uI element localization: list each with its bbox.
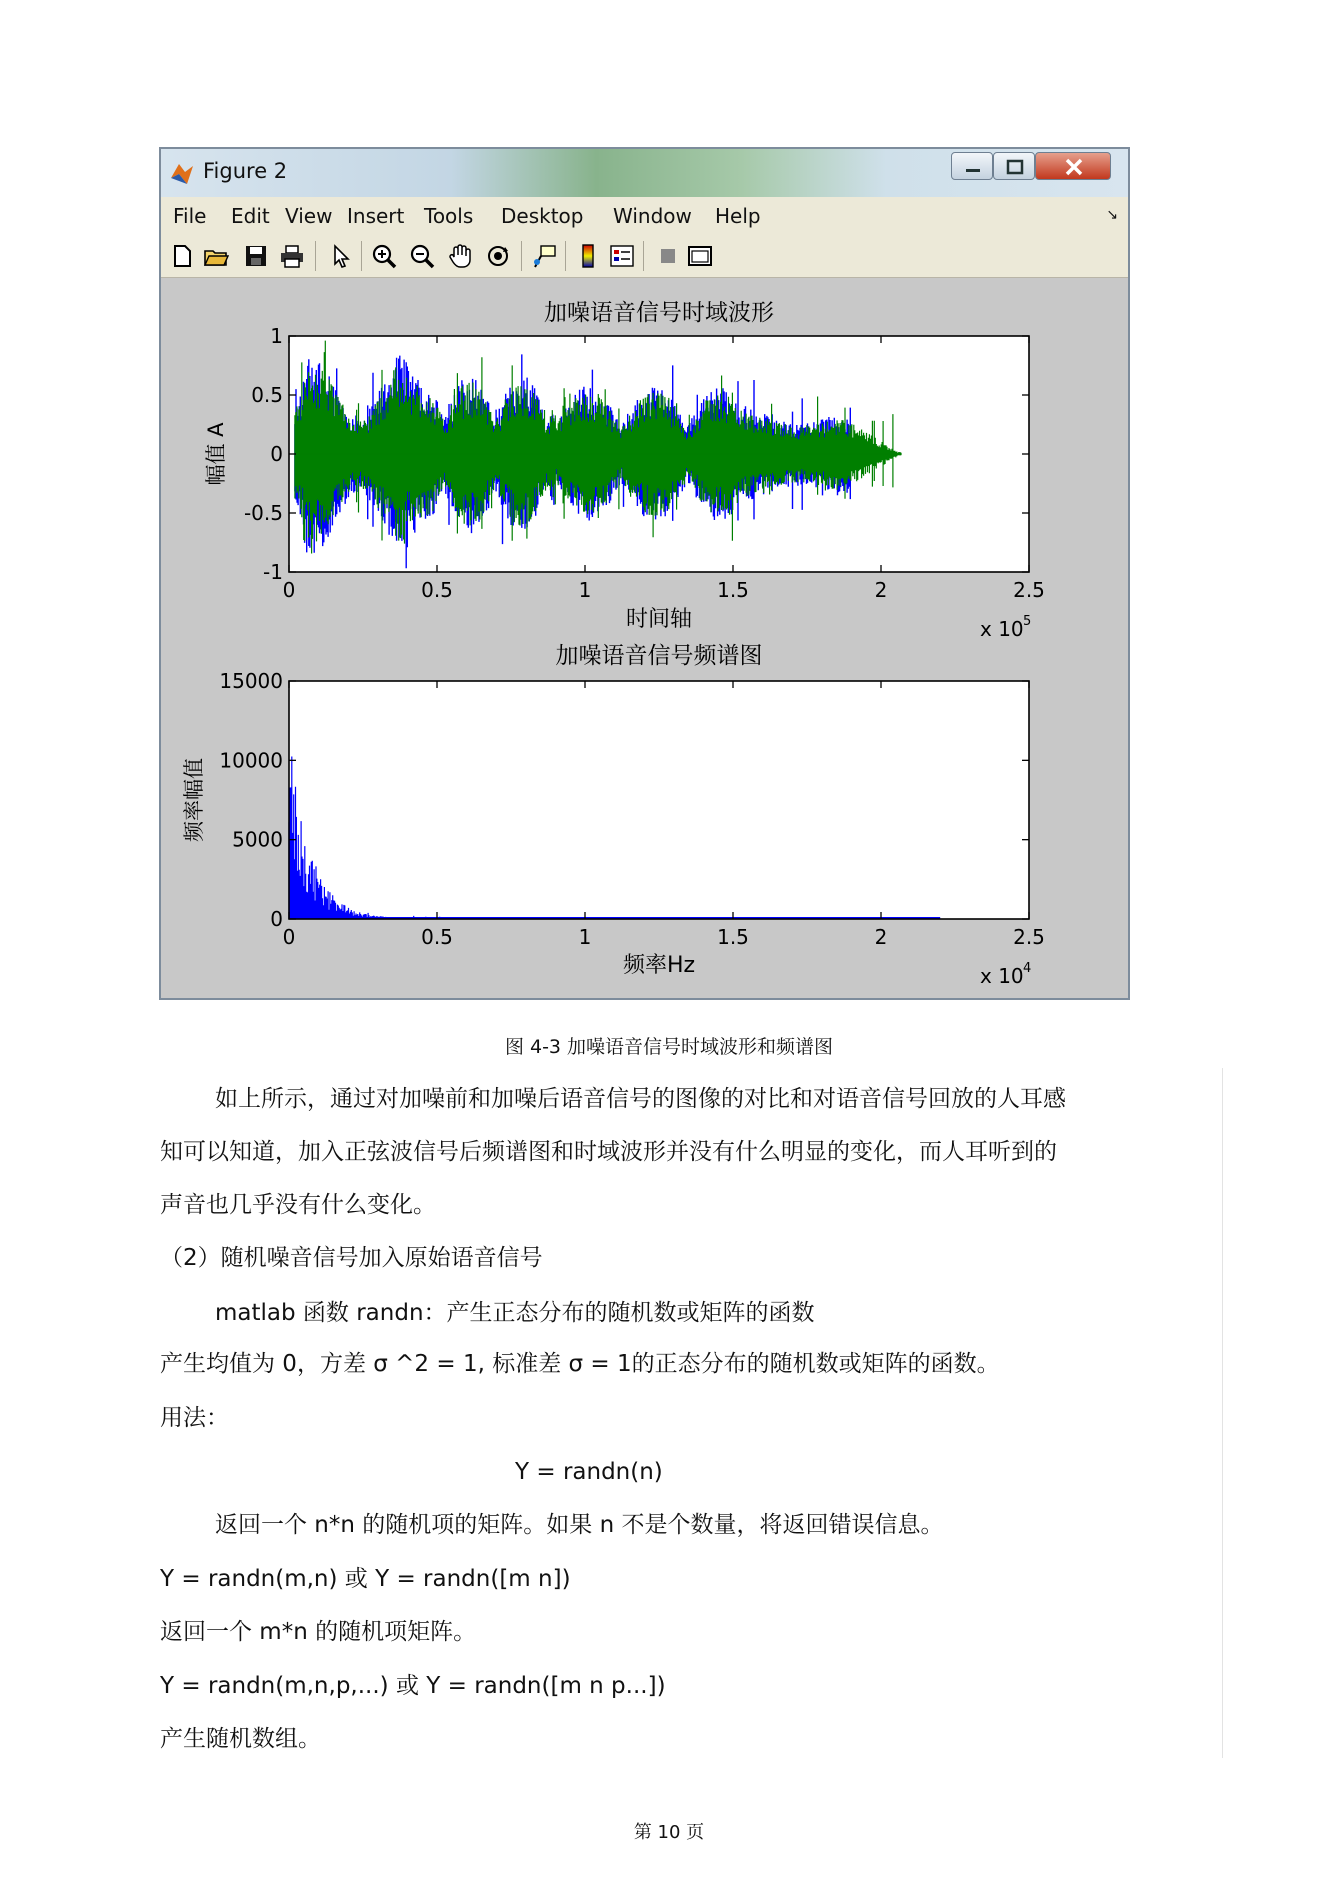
- print-icon[interactable]: [279, 243, 305, 269]
- paragraph-line: 如上所示，通过对加噪前和加噪后语音信号的图像的对比和对语音信号回放的人耳感: [215, 1086, 1066, 1112]
- menu-insert[interactable]: Insert: [347, 204, 405, 228]
- code-line: Y = randn(m,n,p,...) 或 Y = randn([m n p...]): [160, 1673, 666, 1699]
- spectrum-xlabel: 频率Hz: [622, 953, 696, 978]
- spectrum-xtick-label: 1: [578, 925, 592, 949]
- menu-desktop[interactable]: Desktop: [501, 204, 584, 228]
- close-icon: [1036, 153, 1112, 181]
- maximize-icon: [994, 153, 1036, 181]
- open-folder-icon[interactable]: [203, 243, 229, 269]
- time-domain-ytick-label: 1: [270, 324, 283, 348]
- spectrum-ylabel: 频率幅值: [182, 758, 206, 842]
- code-line: Y = randn(m,n) 或 Y = randn([m n]): [160, 1566, 571, 1592]
- menu-help[interactable]: Help: [715, 204, 761, 228]
- menu-view[interactable]: View: [285, 204, 333, 228]
- time-domain-x-exponent: 5: [1023, 614, 1032, 629]
- toolbar-separator: [315, 241, 316, 271]
- legend-icon[interactable]: [609, 243, 635, 269]
- matlab-figure-window: [159, 147, 1130, 1000]
- paragraph-line: 用法：: [160, 1405, 229, 1431]
- pan-hand-icon[interactable]: [447, 243, 473, 269]
- menu-window[interactable]: Window: [613, 204, 692, 228]
- zoom-out-icon[interactable]: [409, 243, 435, 269]
- spectrum-x-multiplier: x 10: [980, 964, 1024, 988]
- figure-canvas: [161, 278, 1128, 1000]
- toolbar: [161, 235, 1128, 278]
- menu-tools[interactable]: Tools: [424, 204, 474, 228]
- time-domain-xtick-label: 2: [874, 578, 888, 602]
- menu-bar: [161, 197, 1128, 236]
- data-cursor-icon[interactable]: [531, 243, 557, 269]
- spectrum-plot-bg: [289, 681, 1029, 919]
- paragraph-line: 返回一个 m*n 的随机项矩阵。: [160, 1619, 477, 1645]
- figure-caption: 图 4-3 加噪语音信号时域波形和频谱图: [504, 1036, 834, 1058]
- time-domain-ytick-label: 0.5: [251, 383, 283, 407]
- menu-file[interactable]: File: [173, 204, 207, 228]
- time-domain-x-multiplier: x 10: [980, 617, 1024, 641]
- maximize-button[interactable]: [993, 152, 1035, 180]
- toolbar-separator: [521, 241, 522, 271]
- spectrum-ytick-label: 0: [270, 907, 283, 931]
- window-title: Figure 2: [203, 159, 288, 183]
- section-heading: （2）随机噪音信号加入原始语音信号: [160, 1245, 543, 1271]
- new-file-icon[interactable]: [169, 243, 195, 269]
- time-domain-xtick-label: 0.5: [421, 578, 453, 602]
- minimize-icon: [952, 153, 994, 181]
- matlab-logo-icon: [169, 160, 195, 186]
- hide-plot-tools-icon[interactable]: [655, 243, 681, 269]
- menu-edit[interactable]: Edit: [231, 204, 270, 228]
- zoom-in-icon[interactable]: [371, 243, 397, 269]
- paragraph-line: 产生随机数组。: [160, 1726, 321, 1752]
- time-domain-ytick-label: -1: [263, 560, 283, 584]
- menu-overflow-icon[interactable]: ↘: [1106, 207, 1118, 223]
- time-domain-xtick-label: 1: [578, 578, 592, 602]
- margin-rule: [1222, 1068, 1223, 1758]
- show-plot-tools-icon[interactable]: [687, 243, 713, 269]
- save-icon[interactable]: [243, 243, 269, 269]
- colorbar-icon[interactable]: [575, 243, 601, 269]
- paragraph-line: 知可以知道，加入正弦波信号后频谱图和时域波形并没有什么明显的变化，而人耳听到的: [160, 1139, 1057, 1165]
- rotate-3d-icon[interactable]: [485, 243, 511, 269]
- page-number: 第 10 页: [633, 1822, 705, 1843]
- spectrum-xtick-label: 1.5: [717, 925, 749, 949]
- pointer-icon[interactable]: [327, 243, 353, 269]
- time-domain-ylabel: 幅值 A: [204, 422, 228, 486]
- time-domain-xtick-label: 1.5: [717, 578, 749, 602]
- paragraph-line: 返回一个 n*n 的随机项的矩阵。如果 n 不是个数量，将返回错误信息。: [215, 1512, 944, 1538]
- spectrum-ytick-label: 5000: [232, 827, 283, 852]
- paragraph-line: 产生均值为 0，方差 σ ^2 = 1, 标准差 σ = 1的正态分布的随机数或矩阵的函数。: [160, 1351, 1000, 1377]
- spectrum-xtick-label: 2: [874, 925, 888, 949]
- title-bar[interactable]: [161, 149, 1128, 197]
- time-domain-title: 加噪语音信号时域波形: [544, 300, 774, 326]
- spectrum-ytick-label: 10000: [219, 748, 283, 773]
- close-button[interactable]: [1035, 152, 1111, 180]
- code-line: Y = randn(n): [515, 1459, 663, 1485]
- time-domain-ytick-label: 0: [270, 442, 283, 466]
- spectrum-ytick-label: 15000: [219, 669, 283, 693]
- time-domain-xlabel: 时间轴: [625, 607, 693, 632]
- spectrum-x-exponent: 4: [1023, 961, 1032, 976]
- spectrum-title: 加噪语音信号频谱图: [555, 643, 763, 669]
- toolbar-separator: [361, 241, 362, 271]
- toolbar-separator: [643, 241, 644, 271]
- figure-plot-svg: [161, 278, 1128, 1000]
- spectrum-xtick-label: 0.5: [421, 925, 453, 949]
- toolbar-separator: [565, 241, 566, 271]
- paragraph-line: 声音也几乎没有什么变化。: [160, 1192, 436, 1218]
- time-domain-xtick-label: 0: [282, 578, 296, 602]
- paragraph-line: matlab 函数 randn：产生正态分布的随机数或矩阵的函数: [215, 1300, 815, 1326]
- time-domain-xtick-label: 2.5: [1013, 578, 1045, 602]
- time-domain-ytick-label: -0.5: [243, 501, 283, 525]
- spectrum-xtick-label: 2.5: [1013, 925, 1045, 949]
- spectrum-xtick-label: 0: [282, 925, 296, 949]
- minimize-button[interactable]: [951, 152, 993, 180]
